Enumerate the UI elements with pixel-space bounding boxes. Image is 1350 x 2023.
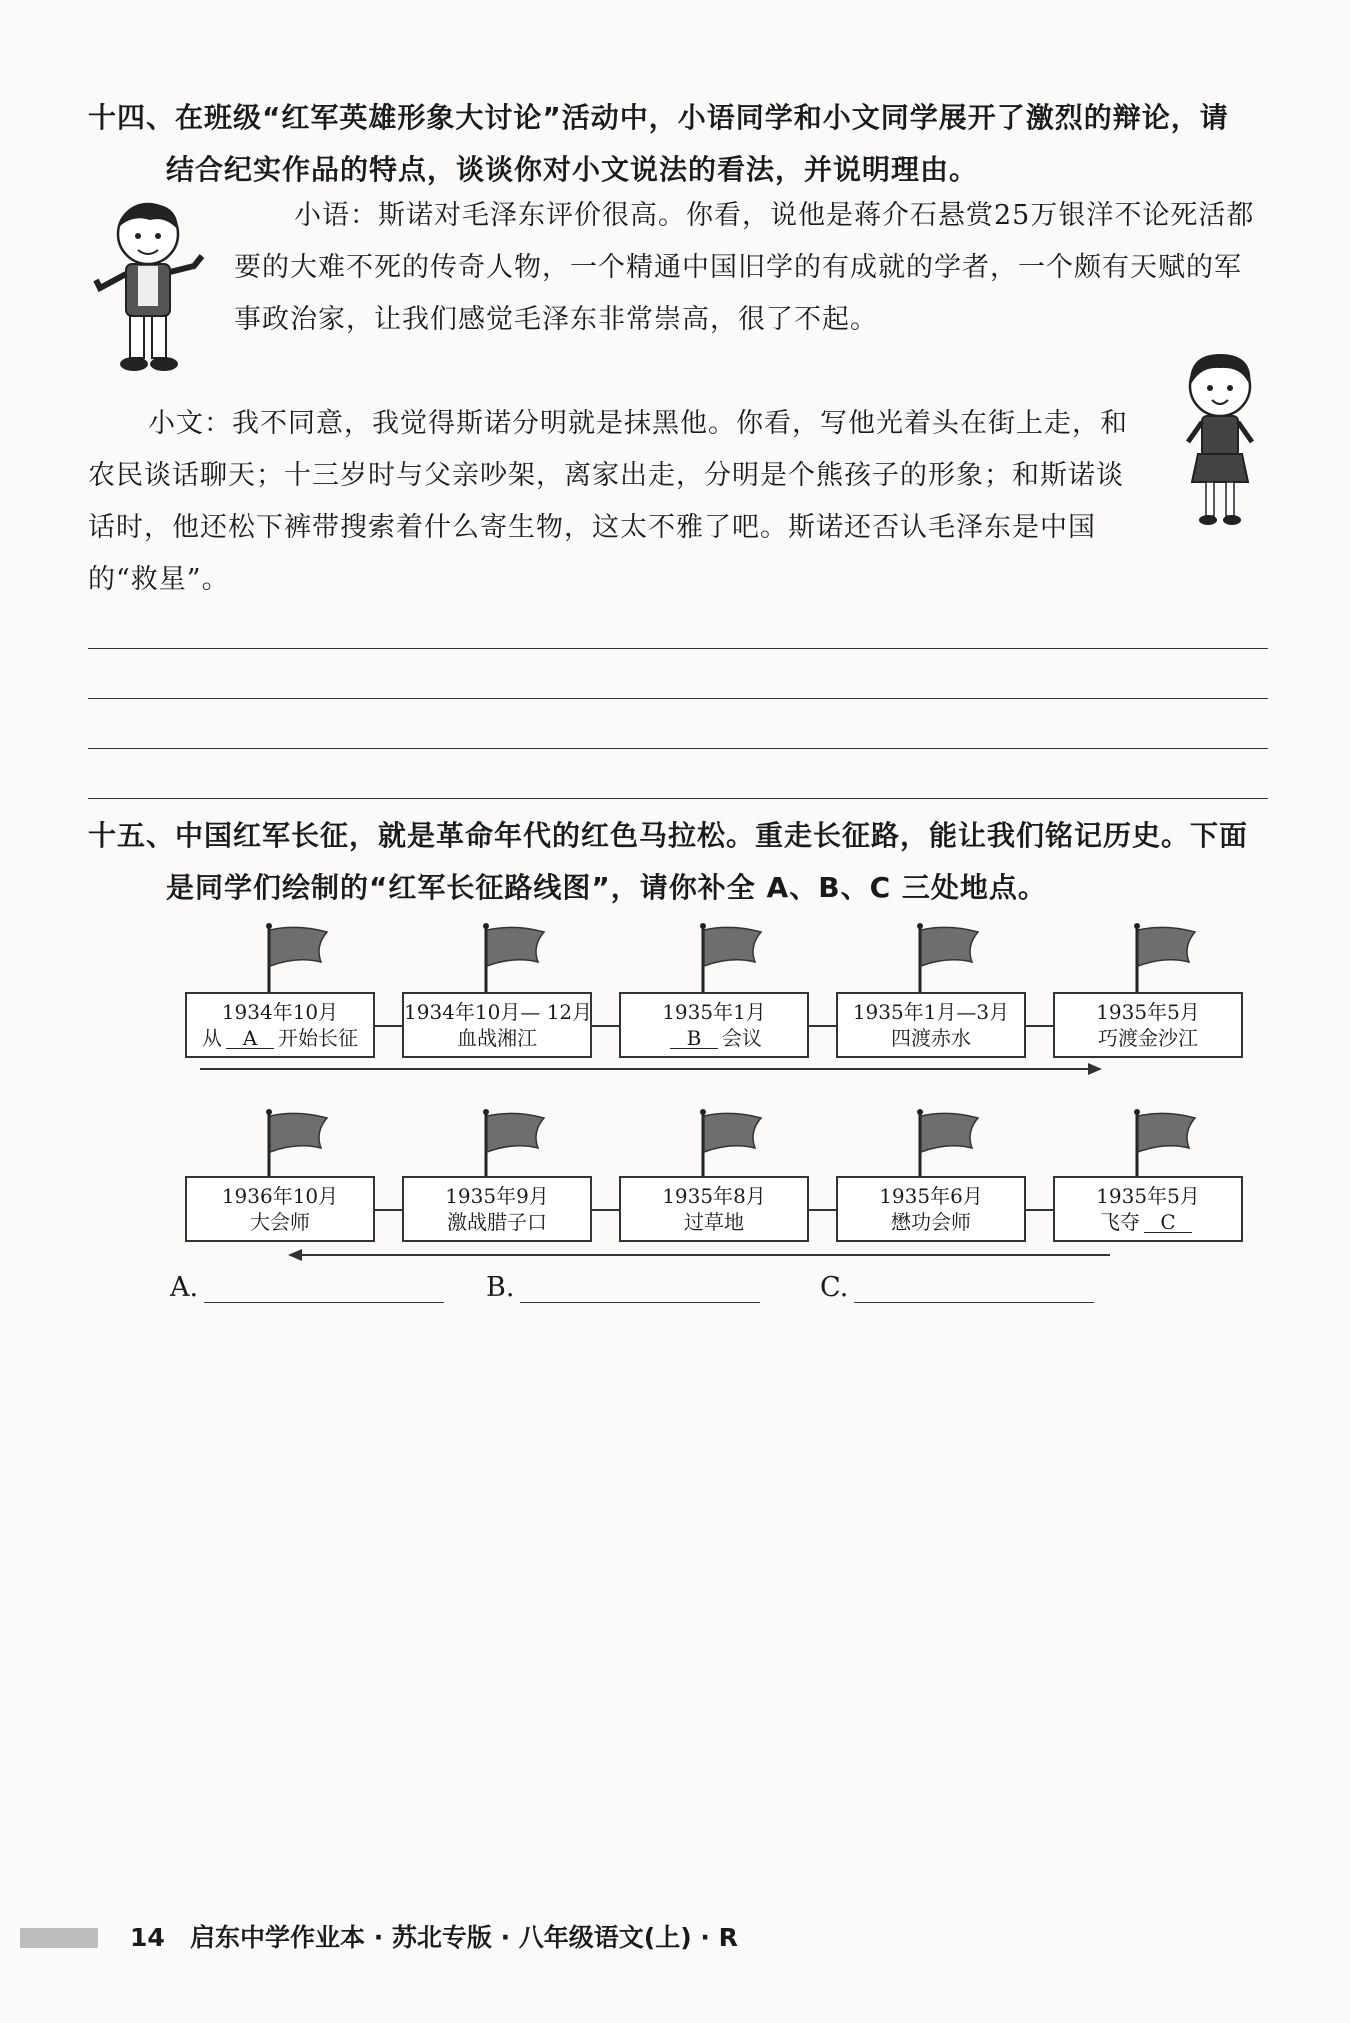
- answer-line[interactable]: [88, 648, 1268, 649]
- answer-a[interactable]: [170, 1272, 444, 1303]
- stop-date: 1935年9月: [445, 1184, 549, 1208]
- q15-title: [88, 810, 1268, 914]
- stop-event-suffix: 会议: [722, 1026, 762, 1050]
- answer-c-line[interactable]: [854, 1272, 1094, 1303]
- xiaoyu-statement: 小语：斯诺对毛泽东评价很高。你看，说他是蒋介石悬赏25万银洋不论死活都要的大难不死的传奇人物，一个精通中国旧学的有成就的学者，一个颇有天赋的军事政治家，让我们感觉毛泽东非常崇高，很了不起。: [234, 200, 1255, 335]
- answer-line[interactable]: [88, 748, 1268, 749]
- stop-event: 巧渡金沙江: [1098, 1026, 1198, 1050]
- route-stop: [619, 992, 809, 1058]
- stop-event: 懋功会师: [891, 1210, 971, 1234]
- stop-connector: [809, 1209, 836, 1211]
- answer-a-label: A.: [170, 1272, 199, 1303]
- blank-b: B: [670, 1028, 718, 1049]
- answer-b-label: B.: [486, 1272, 515, 1303]
- page-footer: [0, 1918, 1350, 1958]
- stop-event: 大会师: [250, 1210, 310, 1234]
- route-stop: [619, 1176, 809, 1242]
- stop-event: 激战腊子口: [447, 1210, 547, 1234]
- stop-date: 1935年6月: [879, 1184, 983, 1208]
- route-stop: [185, 1176, 375, 1242]
- q14-title-line1: 十四、在班级“红军英雄形象大讨论”活动中，小语同学和小文同学展开了激烈的辩论，请: [88, 101, 1229, 134]
- flag-icon: [1125, 1108, 1205, 1186]
- stop-connector: [375, 1025, 402, 1027]
- stop-date: 1935年5月: [1096, 1000, 1200, 1024]
- book-title: 启东中学作业本 · 苏北专版 · 八年级语文(上) · R: [190, 1923, 738, 1952]
- answer-a-line[interactable]: [204, 1272, 444, 1303]
- stop-date: 1935年5月: [1096, 1184, 1200, 1208]
- stop-event-with-blank: [187, 1025, 373, 1051]
- stop-event: 血战湘江: [457, 1026, 537, 1050]
- flag-icon: [908, 922, 988, 1000]
- route-stop: [1053, 1176, 1243, 1242]
- stop-date: 1935年1月: [662, 1000, 766, 1024]
- blank-c: C: [1144, 1212, 1192, 1233]
- stop-connector: [1026, 1209, 1053, 1211]
- arrow-left-icon: [290, 1254, 1110, 1256]
- flag-icon: [474, 1108, 554, 1186]
- stop-event-suffix: 开始长征: [278, 1026, 358, 1050]
- blank-a: A: [226, 1028, 274, 1049]
- flag-icon: [474, 922, 554, 1000]
- answer-line[interactable]: [88, 798, 1268, 799]
- stop-connector: [1026, 1025, 1053, 1027]
- page-number: 14: [130, 1923, 165, 1952]
- q15-title-line2: 是同学们绘制的“红军长征路线图”，请你补全 A、B、C 三处地点。: [166, 871, 1047, 904]
- stop-event-prefix: 飞夺: [1100, 1210, 1140, 1234]
- route-stop: [402, 992, 592, 1058]
- stop-event-with-blank: [1055, 1209, 1241, 1235]
- answer-c-label: C.: [820, 1272, 849, 1303]
- stop-connector: [375, 1209, 402, 1211]
- q14-title-line2: 结合纪实作品的特点，谈谈你对小文说法的看法，并说明理由。: [166, 153, 979, 186]
- flag-icon: [1125, 922, 1205, 1000]
- route-stop: [836, 1176, 1026, 1242]
- q14-title: [88, 92, 1268, 196]
- footer-bar: [20, 1928, 98, 1948]
- stop-event: 过草地: [684, 1210, 744, 1234]
- stop-connector: [592, 1209, 619, 1211]
- flag-icon: [257, 1108, 337, 1186]
- flag-icon: [691, 922, 771, 1000]
- stop-date: 1934年10月— 12月: [404, 1000, 593, 1024]
- girl-illustration: [1170, 350, 1270, 530]
- stop-date: 1935年8月: [662, 1184, 766, 1208]
- flag-icon: [257, 922, 337, 1000]
- arrow-right-icon: [200, 1068, 1100, 1070]
- answer-b[interactable]: [486, 1272, 760, 1303]
- answer-line[interactable]: [88, 698, 1268, 699]
- boy-illustration: [88, 196, 208, 376]
- flag-icon: [691, 1108, 771, 1186]
- route-stop: [402, 1176, 592, 1242]
- stop-event: 四渡赤水: [891, 1026, 971, 1050]
- stop-date: 1935年1月—3月: [852, 1000, 1010, 1024]
- route-stop: [1053, 992, 1243, 1058]
- route-stop: [185, 992, 375, 1058]
- stop-date: 1934年10月: [221, 1000, 339, 1024]
- stop-connector: [592, 1025, 619, 1027]
- flag-icon: [908, 1108, 988, 1186]
- xiaowen-statement: 小文：我不同意，我觉得斯诺分明就是抹黑他。你看，写他光着头在街上走，和农民谈话聊天；十三岁时与父亲吵架，离家出走，分明是个熊孩子的形象；和斯诺谈话时，他还松下裤带搜索着什么寄生物，这太不雅了吧。斯诺还否认毛泽东是中国的“救星”。: [88, 408, 1128, 595]
- stop-date: 1936年10月: [221, 1184, 339, 1208]
- answer-b-line[interactable]: [520, 1272, 760, 1303]
- route-stop: [836, 992, 1026, 1058]
- stop-connector: [809, 1025, 836, 1027]
- answer-c[interactable]: [820, 1272, 1094, 1303]
- stop-event-prefix: 从: [202, 1026, 222, 1050]
- q15-title-line1: 十五、中国红军长征，就是革命年代的红色马拉松。重走长征路，能让我们铭记历史。下面: [88, 819, 1249, 852]
- stop-event-with-blank: [621, 1025, 807, 1051]
